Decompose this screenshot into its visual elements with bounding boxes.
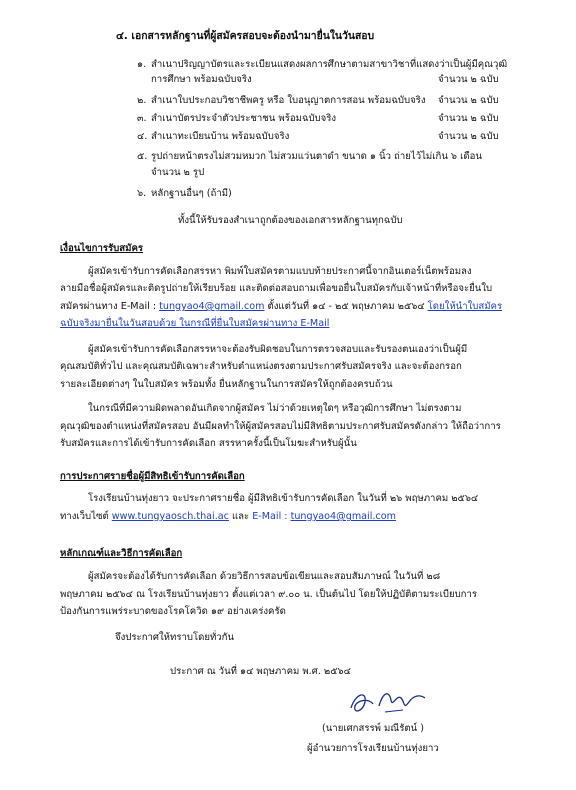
email-prefix: สมัครผ่านทาง E-Mail : bbox=[60, 301, 160, 312]
closing-text: จึงประกาศให้ทราบโดยทั่วกัน bbox=[115, 632, 235, 643]
conditions-p1-line2: ลายมือชื่อผู้สมัครและติดรูปถ่ายให้เรียบร้อย และติดต่อสอบถามเพื่อขอยื่นใบสมัครกับเจ้าหน้าที่หรือจะยื่นใบ bbox=[60, 283, 493, 294]
email-label: E-Mail : bbox=[252, 511, 291, 522]
signer-name: (นายเศกสรรพ์ มณีรัตน์ ) bbox=[322, 723, 424, 734]
item5-number: ๕. bbox=[137, 151, 148, 162]
item6-number: ๖. bbox=[137, 188, 147, 199]
item6-text: หลักฐานอื่นๆ (ถ้ามี) bbox=[151, 188, 232, 199]
date-range-text: ตั้งแต่วันที่ ๑๔ - ๒๕ พฤษภาคม ๒๕๖๔ bbox=[264, 301, 428, 312]
criteria-line3: ป้องกันการแพร่ระบาดของโรคโควิด ๑๙ อย่างเคร่งครัด bbox=[60, 606, 286, 617]
item4-number: ๔. bbox=[137, 131, 148, 142]
item2-number: ๒. bbox=[137, 95, 147, 106]
conditions-p3-line2: คุณวุฒิของตำแหน่งที่สมัครสอบ อันมีผลทำให้ผู้สมัครสอบไม่มีสิทธิตามประกาศรับสมัครดังกล่าว ให้ถือว่าการ bbox=[60, 421, 501, 432]
item3-number: ๓. bbox=[137, 113, 147, 124]
item4-quantity: จำนวน ๒ ฉบับ bbox=[438, 131, 499, 142]
announce-heading: การประกาศรายชื่อผู้มีสิทธิเข้ารับการคัดเลือก bbox=[60, 471, 245, 482]
item3-quantity: จำนวน ๒ ฉบับ bbox=[438, 113, 499, 124]
conditions-p1-line3 bbox=[60, 300, 502, 313]
item2-text: สำเนาใบประกอบวิชาชีพครู หรือ ใบอนุญาตการสอน พร้อมฉบับจริง bbox=[151, 95, 426, 106]
website-link[interactable]: www.tungyaosch.thai.ac bbox=[111, 511, 229, 522]
item4-text: สำเนาทะเบียนบ้าน พร้อมฉบับจริง bbox=[151, 131, 290, 142]
email-link[interactable]: tungyao4@gmail.com bbox=[159, 301, 265, 312]
item2-quantity: จำนวน ๒ ฉบับ bbox=[438, 95, 499, 106]
announce-date: ประกาศ ณ วันที่ ๑๔ พฤษภาคม พ.ศ. ๒๕๖๔ bbox=[170, 666, 351, 677]
conditions-p2-line1: ผู้สมัครเข้ารับการคัดเลือกสรรหาจะต้องรับผิดชอบในการตรวจสอบและรับรองตนเองว่าเป็นผู้มี bbox=[88, 344, 468, 355]
criteria-line1: ผู้สมัครจะต้องได้รับการคัดเลือก ด้วยวิธีการสอบข้อเขียนและสอบสัมภาษณ์ ในวันที่ ๒๘ bbox=[88, 571, 441, 582]
criteria-line2: พฤษภาคม ๒๕๖๔ ณ โรงเรียนบ้านทุ่งยาว ตั้งแต่เวลา ๙.๐๐ น. เป็นต้นไป โดยให้ปฏิบัติตามระเบียบการ bbox=[60, 589, 478, 600]
item5-text: รูปถ่ายหน้าตรงไม่สวมหมวก ไม่สวมแว่นตาดำ ขนาด ๑ นิ้ว ถ่ายไว้ไม่เกิน ๖ เดือน bbox=[151, 151, 482, 162]
item3-text: สำเนาบัตรประจำตัวประชาชน พร้อมฉบับจริง bbox=[151, 113, 337, 124]
signer-title: ผู้อำนวยการโรงเรียนบ้านทุ่งยาว bbox=[307, 743, 439, 754]
signature-mark bbox=[345, 684, 435, 720]
item1-number: ๑. bbox=[137, 59, 147, 70]
announce-email-link[interactable]: tungyao4@gmail.com bbox=[290, 511, 396, 522]
item1-text-cont: การศึกษา พร้อมฉบับจริง bbox=[151, 74, 252, 85]
conditions-p1-line4: ฉบับจริงมายื่นในวันสอบด้วย ในกรณีที่ยื่นใบสมัครผ่านทาง E-Mail bbox=[60, 318, 330, 329]
item1-text: สำเนาปริญญาบัตรและระเบียนแสดงผลการศึกษาตามสาขาวิชาที่แสดงว่าเป็นผู้มีคุณวุฒิ bbox=[151, 59, 508, 70]
item5-text-cont: จำนวน ๒ รูป bbox=[151, 167, 205, 178]
section4-note: ทั้งนี้ให้รับรองสำเนาถูกต้องของเอกสารหลักฐานทุกฉบับ bbox=[178, 215, 403, 226]
conditions-p3-line1: ในกรณีที่มีความผิดพลาดอันเกิดจากผู้สมัคร ไม่ว่าด้วยเหตุใดๆ หรือวุฒิการศึกษา ไม่ตรงตาม bbox=[88, 403, 462, 414]
conditions-heading: เงื่อนไขการรับสมัคร bbox=[60, 243, 144, 254]
conditions-p1-line1: ผู้สมัครเข้ารับการคัดเลือกสรรหา พิมพ์ใบสมัครตามแบบท้ายประกาศนี้จากอินเตอร์เน็ตพร้อมลง bbox=[88, 266, 472, 277]
announce-line2 bbox=[60, 510, 396, 523]
original-form-note: โดยให้นำใบสมัคร bbox=[427, 301, 503, 312]
conditions-p2-line3: รายละเอียดต่างๆ ในใบสมัคร พร้อมทั้ง ยื่นหลักฐานในการสมัครให้ถูกต้องครบถ้วน bbox=[60, 379, 393, 390]
conditions-p3-line3: รับสมัครและการได้เข้ารับการคัดเลือก สรรหาครั้งนี้เป็นโมฆะสำหรับผู้นั้น bbox=[60, 438, 357, 449]
website-prefix: ทางเว็บไซต์ bbox=[60, 511, 112, 522]
and-text: และ bbox=[228, 511, 253, 522]
announce-line1: โรงเรียนบ้านทุ่งยาว จะประกาศรายชื่อ ผู้มีสิทธิเข้ารับการคัดเลือก ในวันที่ ๒๖ พฤษภาคม ๒๕๖๔ bbox=[88, 493, 479, 504]
item1-quantity: จำนวน ๒ ฉบับ bbox=[438, 74, 499, 85]
conditions-p2-line2: คุณสมบัติทั่วไป และคุณสมบัติเฉพาะสำหรับตำแหน่งตรงตามประกาศรับสมัครจริง และจะต้องกรอก bbox=[60, 361, 462, 372]
criteria-heading: หลักเกณฑ์และวิธีการคัดเลือก bbox=[60, 548, 183, 559]
section4-heading: ๔. เอกสารหลักฐานที่ผู้สมัครสอบจะต้องนำมายื่นในวันสอบ bbox=[116, 30, 375, 42]
